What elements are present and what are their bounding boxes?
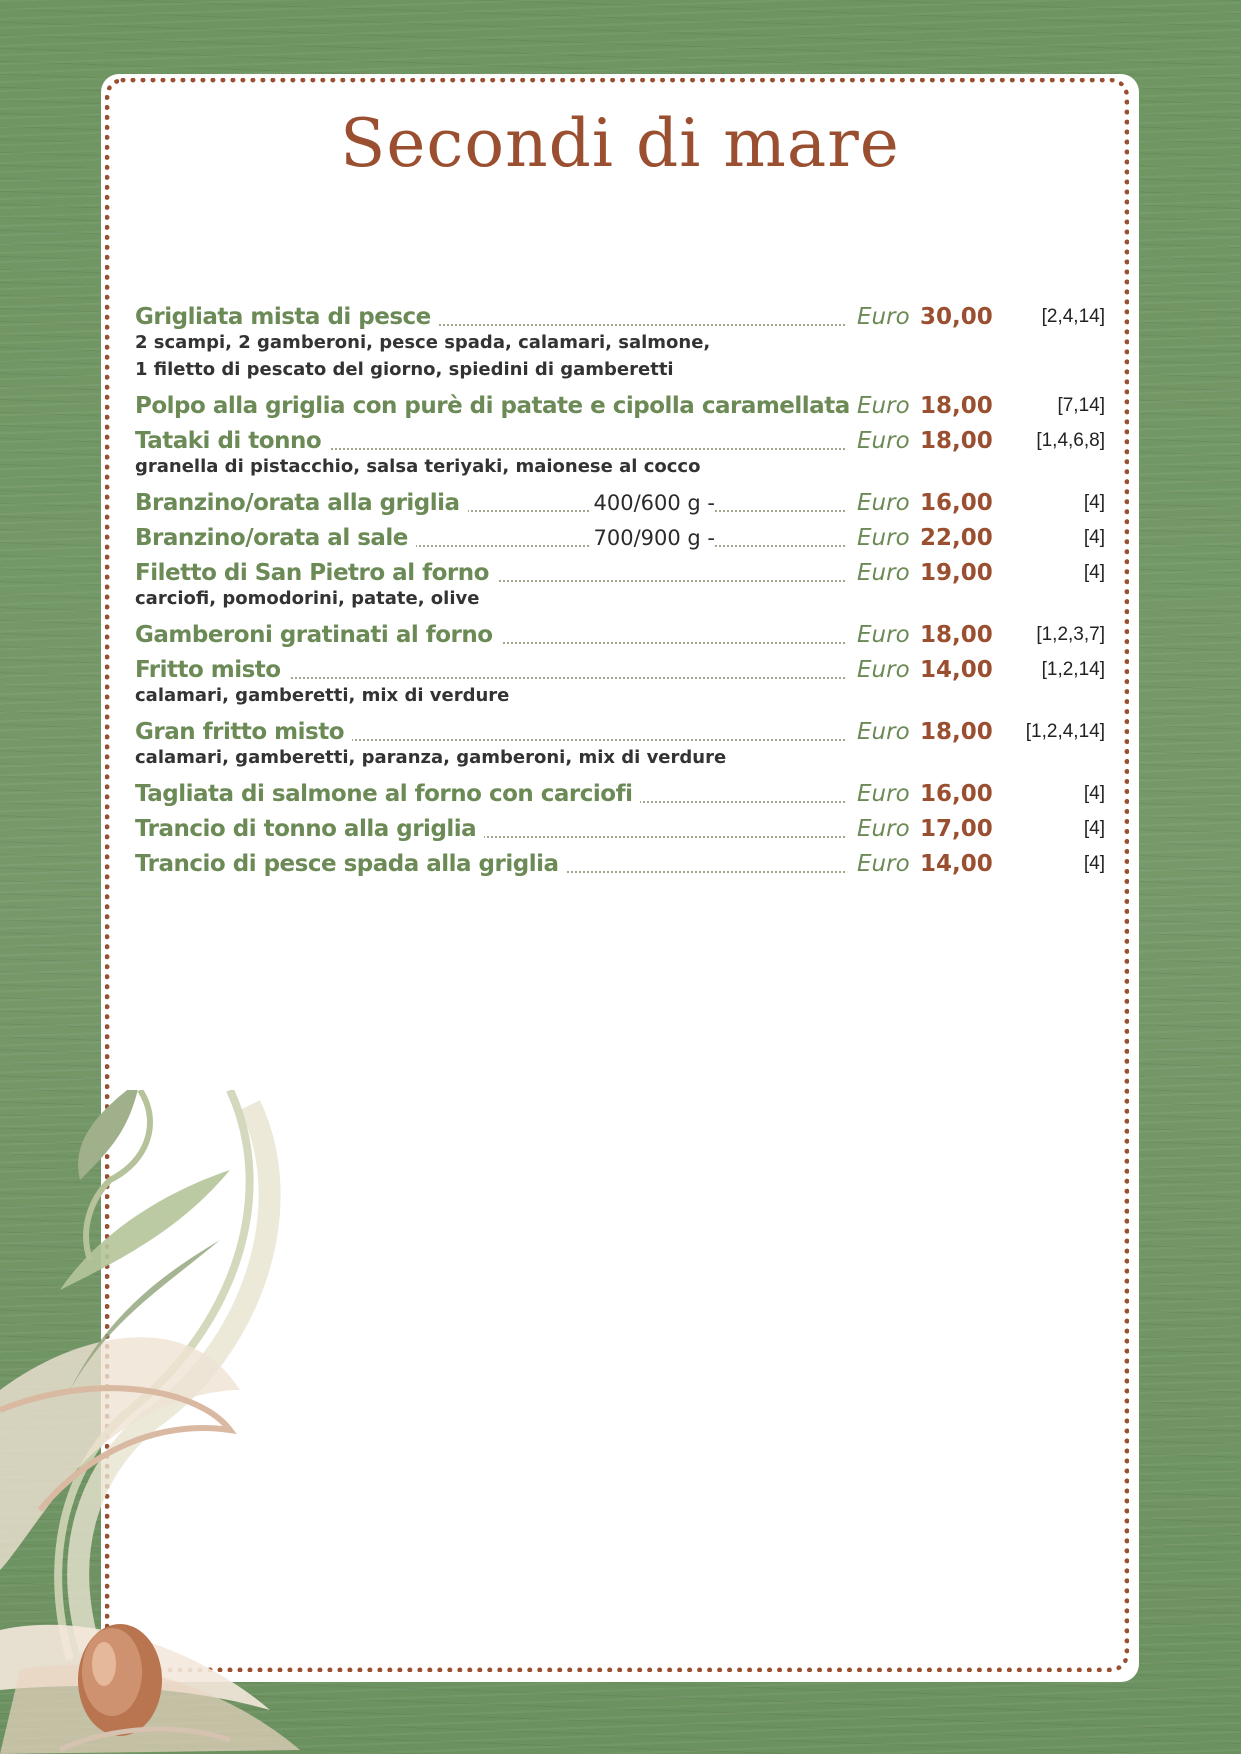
currency-label: Euro bbox=[857, 657, 910, 683]
currency-label: Euro bbox=[857, 781, 910, 807]
dish-name: Trancio di pesce spada alla griglia bbox=[135, 847, 567, 881]
dish-price: 30,00 bbox=[920, 304, 993, 330]
dish-name: Trancio di tonno alla griglia bbox=[135, 812, 484, 846]
currency-label: Euro bbox=[857, 428, 910, 454]
dish-weight: 400/600 g - bbox=[590, 486, 716, 520]
menu-item bbox=[135, 389, 1105, 423]
menu-item bbox=[135, 521, 1105, 555]
dish-price: 14,00 bbox=[920, 851, 993, 877]
allergen-codes: [4] bbox=[1083, 562, 1105, 583]
dish-price: 18,00 bbox=[920, 393, 993, 419]
dish-price: 22,00 bbox=[920, 525, 993, 551]
menu-item bbox=[135, 847, 1105, 881]
allergen-codes: [1,2,4,14] bbox=[1025, 721, 1105, 742]
dish-price: 14,00 bbox=[920, 657, 993, 683]
currency-label: Euro bbox=[857, 304, 910, 330]
currency-label: Euro bbox=[857, 719, 910, 745]
menu-item bbox=[135, 486, 1105, 520]
dish-name: Branzino/orata alla griglia bbox=[135, 486, 468, 520]
dish-name: Tagliata di salmone al forno con carciofi bbox=[135, 777, 640, 811]
dish-name: Grigliata mista di pesce bbox=[135, 300, 439, 334]
allergen-codes: [4] bbox=[1083, 853, 1105, 874]
swirl-leaf-ornament bbox=[0, 1090, 330, 1754]
dish-name: Branzino/orata al sale bbox=[135, 521, 416, 555]
dish-price: 16,00 bbox=[920, 490, 993, 516]
allergen-codes: [1,4,6,8] bbox=[1036, 430, 1105, 451]
dish-price: 17,00 bbox=[920, 816, 993, 842]
menu-item bbox=[135, 618, 1105, 652]
menu-item bbox=[135, 812, 1105, 846]
dish-description: calamari, gamberetti, paranza, gamberoni, mix di verdure bbox=[135, 747, 727, 768]
allergen-codes: [4] bbox=[1083, 527, 1105, 548]
currency-label: Euro bbox=[857, 525, 910, 551]
dish-price: 18,00 bbox=[920, 622, 993, 648]
allergen-codes: [2,4,14] bbox=[1041, 306, 1105, 327]
allergen-codes: [7,14] bbox=[1057, 395, 1105, 416]
dish-name: Gamberoni gratinati al forno bbox=[135, 618, 501, 652]
dish-name: Tataki di tonno bbox=[135, 424, 329, 458]
dish-price: 18,00 bbox=[920, 428, 993, 454]
dish-name: Gran fritto misto bbox=[135, 715, 352, 749]
allergen-codes: [4] bbox=[1083, 818, 1105, 839]
allergen-codes: [4] bbox=[1083, 492, 1105, 513]
allergen-codes: [4] bbox=[1083, 783, 1105, 804]
dish-name: Fritto misto bbox=[135, 653, 289, 687]
dish-price: 19,00 bbox=[920, 560, 993, 586]
dish-name: Filetto di San Pietro al forno bbox=[135, 556, 497, 590]
dish-description: carciofi, pomodorini, patate, olive bbox=[135, 588, 480, 609]
dish-description: granella di pistacchio, salsa teriyaki, maionese al cocco bbox=[135, 456, 701, 477]
currency-label: Euro bbox=[857, 393, 910, 419]
allergen-codes: [1,2,3,7] bbox=[1036, 624, 1105, 645]
currency-label: Euro bbox=[857, 851, 910, 877]
dish-price: 18,00 bbox=[920, 719, 993, 745]
currency-label: Euro bbox=[857, 622, 910, 648]
currency-label: Euro bbox=[857, 560, 910, 586]
dish-description: 1 filetto di pescato del giorno, spiedini di gamberetti bbox=[135, 359, 674, 380]
dish-description: 2 scampi, 2 gamberoni, pesce spada, calamari, salmone, bbox=[135, 332, 711, 353]
currency-label: Euro bbox=[857, 816, 910, 842]
page-title: Secondi di mare bbox=[340, 105, 900, 182]
allergen-codes: [1,2,14] bbox=[1041, 659, 1105, 680]
menu-item bbox=[135, 777, 1105, 811]
dish-weight: 700/900 g - bbox=[590, 521, 716, 555]
dish-description: calamari, gamberetti, mix di verdure bbox=[135, 685, 510, 706]
dish-name: Polpo alla griglia con purè di patate e cipolla caramellata bbox=[135, 389, 858, 423]
currency-label: Euro bbox=[857, 490, 910, 516]
dish-price: 16,00 bbox=[920, 781, 993, 807]
